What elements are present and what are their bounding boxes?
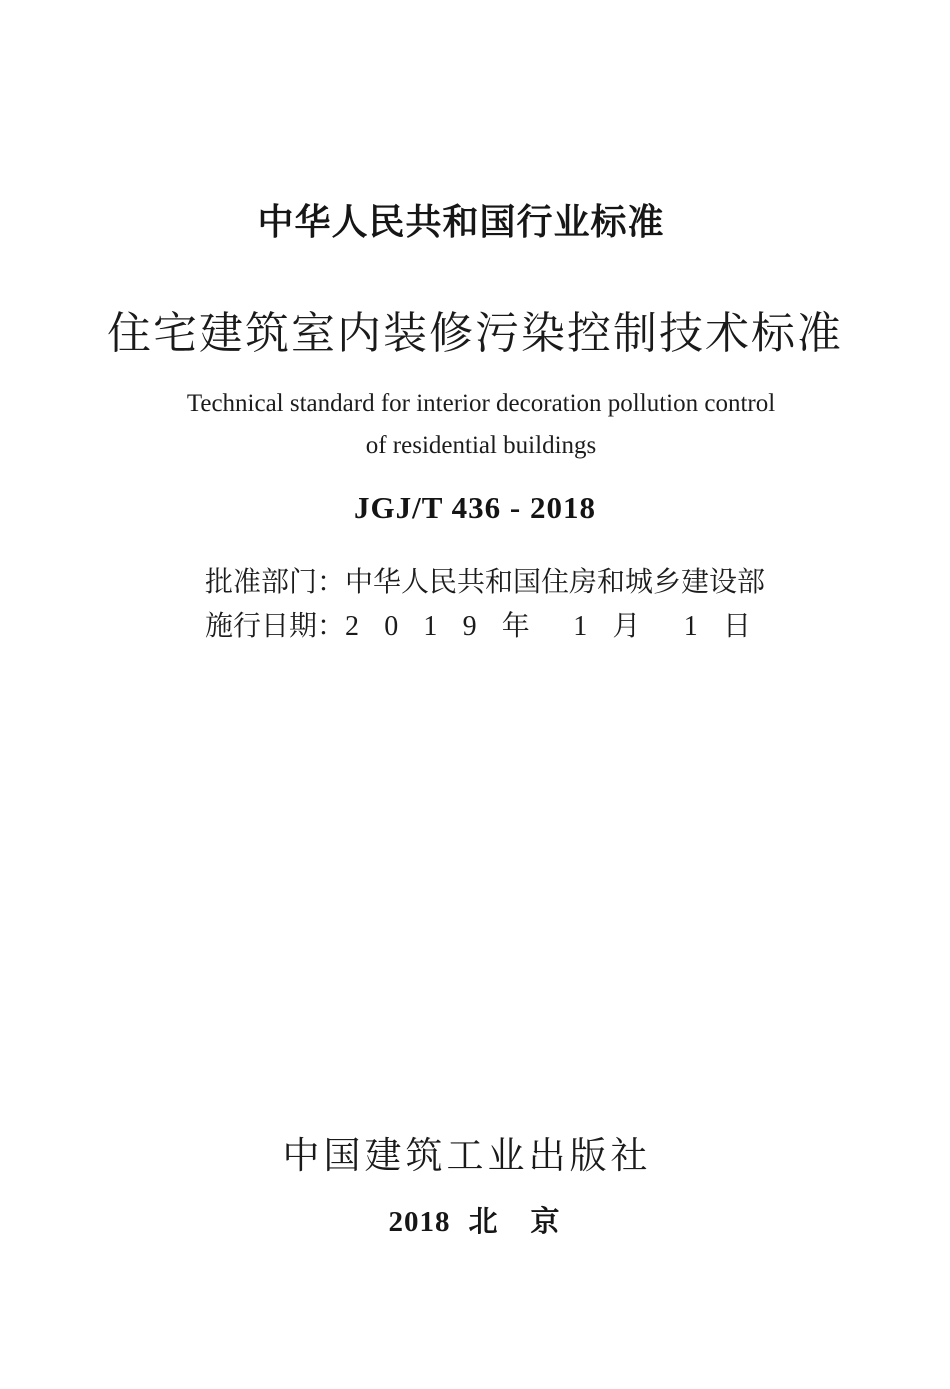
standard-code: JGJ/T 436 - 2018: [354, 490, 596, 525]
imprint-year: 2018: [388, 1206, 451, 1238]
effective-date-label: 施行日期：: [205, 611, 346, 642]
approval-label: 批准部门：: [205, 567, 346, 598]
approval-value: 中华人民共和国住房和城乡建设部: [345, 567, 766, 598]
imprint-line: [0, 1199, 950, 1240]
title-english: [6, 383, 950, 467]
title-chinese: 住宅建筑室内装修污染控制技术标准: [107, 309, 843, 358]
title-english-line2: of residential buildings: [365, 432, 597, 459]
imprint-city: 北 京: [468, 1206, 562, 1238]
publisher-name: 中国建筑工业出版社: [282, 1136, 652, 1177]
series-label: 中华人民共和国行业标准: [257, 201, 665, 242]
approval-row: [205, 561, 766, 605]
effective-date-row: [205, 605, 751, 649]
effective-date-value: 2 0 1 9 年 1 月 1 日: [345, 611, 751, 642]
meta-block: [205, 561, 766, 649]
title-english-line1: Technical standard for interior decoration pollution control: [186, 390, 776, 417]
